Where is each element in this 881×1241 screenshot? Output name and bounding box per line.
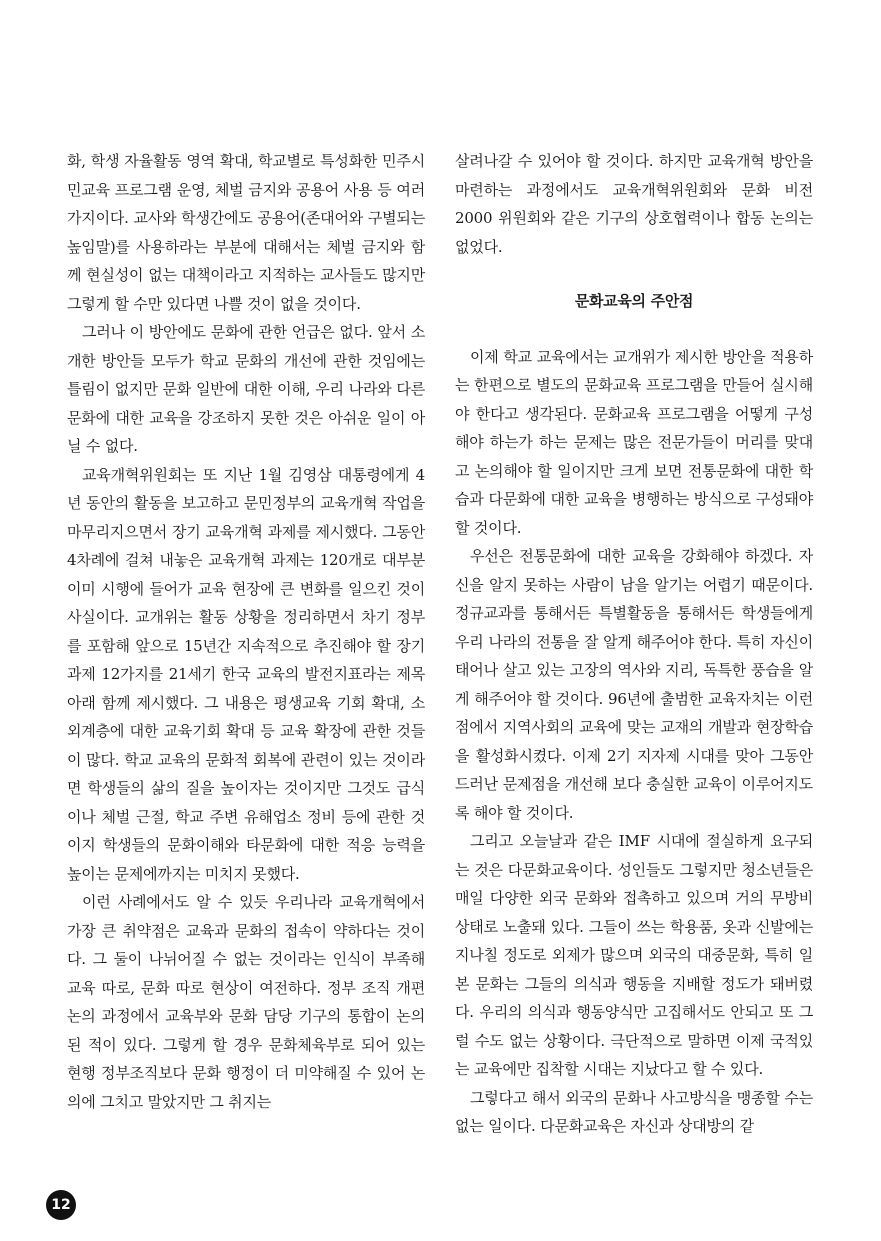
page-number-badge <box>46 1190 76 1220</box>
section-heading: 문화교육의 주안점 <box>574 292 694 310</box>
paragraph: 화, 학생 자율활동 영역 확대, 학교별로 특성화한 민주시민교육 프로그램 운영, 체벌 금지와 공용어 사용 등 여러 가지이다. 교사와 학생간에도 공용어(존대어와 구별되는 높임말)를 사용하라는 부분에 대해서는 체벌 금지와 함께 현실성이 없는 대책이라고 지적하는 교사들도 많지만 그렇게 할 수만 있다면 나쁠 것이 없을 것이다. <box>67 152 425 313</box>
paragraph: 그리고 오늘날과 같은 IMF 시대에 절실하게 요구되는 것은 다문화교육이다. 성인들도 그렇지만 청소년들은 매일 다양한 외국 문화와 접촉하고 있으며 거의 무방비 상태로 노출돼 있다. 그들이 쓰는 학용품, 옷과 신발에는 지나칠 정도로 외제가 많으며 외국의 대중문화, 특히 일본 문화는 그들의 의식과 행동을 지배할 정도가 돼버렸다. 우리의 의식과 행동양식만 고집해서도 안되고 또 그럴 수도 없는 상황이다. 극단적으로 말하면 이제 국적있는 교육에만 집착할 시대는 지났다고 할 수 있다. <box>455 832 813 1078</box>
page-number: 12 <box>51 1197 71 1213</box>
paragraph: 우선은 전통문화에 대한 교육을 강화해야 하겠다. 자신을 알지 못하는 사람이 남을 알기는 어렵기 때문이다. 정규교과를 통해서든 특별활동을 통해서든 학생들에게 우리 나라의 전통을 잘 알게 해주어야 한다. 특히 자신이 태어나 살고 있는 고장의 역사와 지리, 독특한 풍습을 알게 해주어야 할 것이다. 96년에 출범한 교육자치는 이런 점에서 지역사회의 교육에 맞는 교재의 개발과 현장학습을 활성화시켰다. 이제 2기 지자제 시대를 맞아 그동안 드러난 문제점을 개선해 보다 충실한 교육이 이루어지도록 해야 할 것이다. <box>455 547 813 822</box>
paragraph: 이제 학교 교육에서는 교개위가 제시한 방안을 적용하는 한편으로 별도의 문화교육 프로그램을 만들어 실시해야 한다고 생각된다. 문화교육 프로그램을 어떻게 구성해야 하는가 하는 문제는 많은 전문가들이 머리를 맞대고 논의해야 할 일이지만 크게 보면 전통문화에 대한 학습과 다문화에 대한 교육을 병행하는 방식으로 구성돼야 할 것이다. <box>455 347 813 537</box>
left-column <box>67 147 425 1116</box>
paragraph: 살려나갈 수 있어야 할 것이다. 하지만 교육개혁 방안을 마련하는 과정에서도 교육개혁위원회와 문화 비전 2000 위원회와 같은 기구의 상호협력이나 합동 논의는 없었다. <box>455 152 813 256</box>
paragraph: 그렇다고 해서 외국의 문화나 사고방식을 맹종할 수는 없는 일이다. 다문화교육은 자신과 상대방의 같 <box>455 1088 813 1135</box>
paragraph: 이런 사례에서도 알 수 있듯 우리나라 교육개혁에서 가장 큰 취약점은 교육과 문화의 접속이 약하다는 것이다. 그 둘이 나뉘어질 수 없는 것이라는 인식이 부족해 교육 따로, 문화 따로 현상이 여전하다. 정부 조직 개편 논의 과정에서 교육부와 문화 담당 기구의 통합이 논의된 적이 있다. 그렇게 할 경우 문화체육부로 되어 있는 현행 정부조직보다 문화 행정이 더 미약해질 수 있어 논의에 그치고 말았지만 그 취지는 <box>67 893 425 1111</box>
right-column <box>455 147 813 1141</box>
paragraph: 그러나 이 방안에도 문화에 관한 언급은 없다. 앞서 소개한 방안들 모두가 학교 문화의 개선에 관한 것임에는 틀림이 없지만 문화 일반에 대한 이해, 우리 나라와 다른 문화에 대한 교육을 강조하지 못한 것은 아쉬운 일이 아닐 수 없다. <box>67 323 425 455</box>
paragraph: 교육개혁위원회는 또 지난 1월 김영삼 대통령에게 4년 동안의 활동을 보고하고 문민정부의 교육개혁 작업을 마무리지으면서 장기 교육개혁 과제를 제시했다. 그동안 4차례에 걸쳐 내놓은 교육개혁 과제는 120개로 대부분 이미 시행에 들어가 교육 현장에 큰 변화를 일으킨 것이 사실이다. 교개위는 활동 상황을 정리하면서 차기 정부를 포함해 앞으로 15년간 지속적으로 추진해야 할 장기 과제 12가지를 21세기 한국 교육의 발전지표라는 제목 아래 함께 제시했다. 그 내용은 평생교육 기회 확대, 소외계층에 대한 교육기회 확대 등 교육 확장에 관한 것들이 많다. 학교 교육의 문화적 회복에 관련이 있는 것이라면 학생들의 삶의 질을 높이자는 것이지만 그것도 급식이나 체벌 근절, 학교 주변 유해업소 정비 등에 관한 것이지 학생들의 문화이해와 타문화에 대한 적응 능력을 높이는 문제에까지는 미치지 못했다. <box>67 465 425 883</box>
